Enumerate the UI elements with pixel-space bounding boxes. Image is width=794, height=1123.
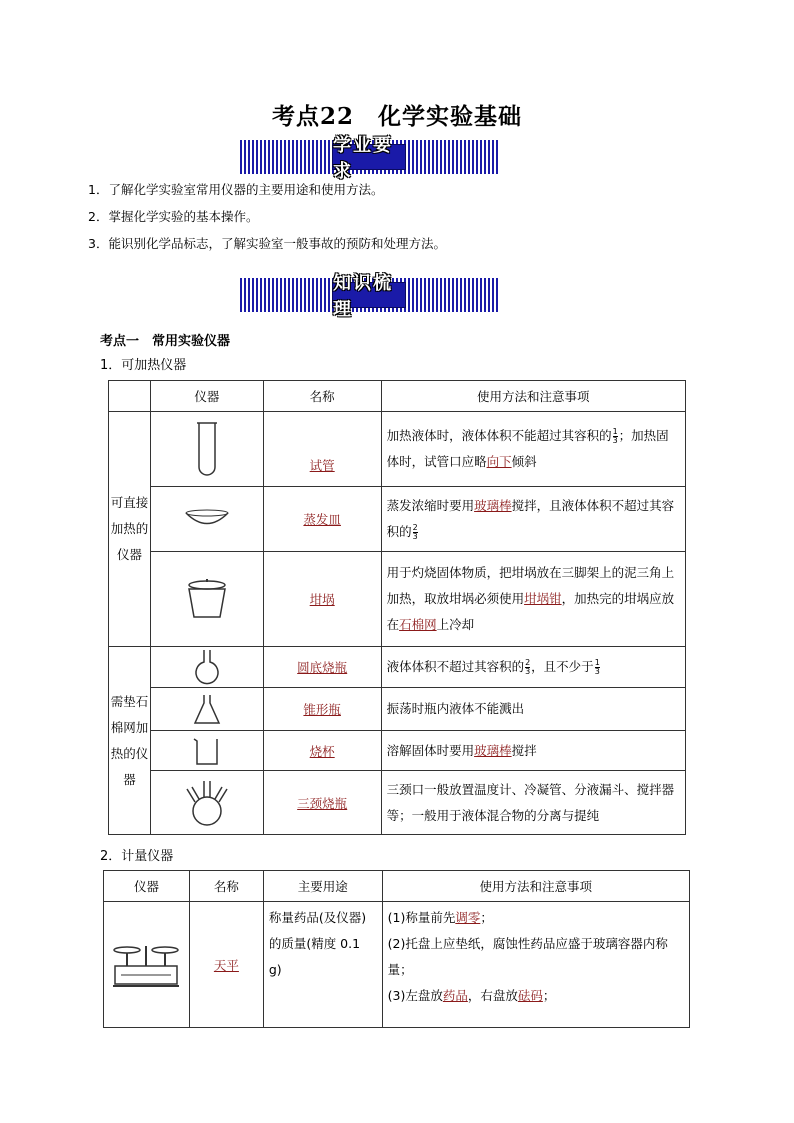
header-cell: 仪器	[104, 871, 190, 902]
table-row	[109, 487, 686, 552]
main-use: 称量药品(及仪器)的质量(精度 0.1 g)	[263, 902, 382, 1028]
usage-note: (1)称量前先调零； (2)托盘上应垫纸，腐蚀性药品应盛于玻璃容器内称量； (3)左盘放药品，右盘放砝码；	[382, 902, 689, 1028]
test-tube-image	[150, 412, 263, 487]
balance-image	[104, 902, 190, 1028]
requirement-item: 2．掌握化学实验的基本操作。	[88, 209, 259, 224]
header-cell: 使用方法和注意事项	[381, 381, 685, 412]
instrument-name: 天平	[189, 902, 263, 1028]
header-cell: 仪器	[150, 381, 263, 412]
usage-note: 三颈口一般放置温度计、冷凝管、分液漏斗、搅拌器等；一般用于液体混合物的分离与提纯	[381, 771, 685, 835]
header-cell	[109, 381, 151, 412]
table-row	[109, 552, 686, 647]
subsection-heading: 1．可加热仪器	[100, 358, 187, 373]
instrument-name: 圆底烧瓶	[263, 647, 381, 688]
header-cell: 名称	[189, 871, 263, 902]
banner-knowledge	[240, 273, 498, 320]
instrument-name: 烧杯	[263, 731, 381, 771]
section-heading: 考点一 常用实验仪器	[100, 334, 231, 349]
instrument-name: 坩埚	[263, 552, 381, 647]
usage-note: 蒸发浓缩时要用玻璃棒搅拌，且液体体积不超过其容积的 $\frac{2}{3}$	[381, 487, 685, 552]
table-row	[109, 731, 686, 771]
banner-knowledge-label: 知识梳理	[333, 273, 393, 320]
usage-note: 用于灼烧固体物质，把坩埚放在三脚架上的泥三角上加热，取放坩埚必须使用坩埚钳，加热完的坩埚应放在石棉网上冷却	[381, 552, 685, 647]
requirement-item: 3．能识别化学品标志，了解实验室一般事故的预防和处理方法。	[88, 236, 446, 251]
table-row	[109, 647, 686, 688]
header-cell: 使用方法和注意事项	[382, 871, 689, 902]
category-direct-heat: 可直接加热的仪器	[109, 412, 151, 647]
banner-requirements-label: 学业要求	[333, 135, 393, 182]
usage-note: 振荡时瓶内液体不能溅出	[381, 688, 685, 731]
header-cell: 主要用途	[263, 871, 382, 902]
table-header-row	[109, 381, 686, 412]
instrument-name: 试管	[263, 412, 381, 487]
table-row	[104, 902, 690, 1028]
table-row	[109, 688, 686, 731]
evaporating-dish-image	[150, 487, 263, 552]
category-mesh-heat: 需垫石棉网加热的仪器	[109, 647, 151, 835]
measuring-instruments-table	[103, 870, 690, 1028]
banner-requirements	[240, 135, 498, 182]
table-header-row	[104, 871, 690, 902]
table-row	[109, 412, 686, 487]
three-neck-flask-image	[150, 771, 263, 835]
instrument-name: 锥形瓶	[263, 688, 381, 731]
crucible-image	[150, 552, 263, 647]
instrument-name: 蒸发皿	[263, 487, 381, 552]
round-flask-image	[150, 647, 263, 688]
requirement-item: 1．了解化学实验室常用仪器的主要用途和使用方法。	[88, 182, 384, 197]
usage-note: 液体体积不超过其容积的 $\frac{2}{3}$ ，且不少于 $\frac{1}{3}$	[381, 647, 685, 688]
subsection-heading: 2．计量仪器	[100, 849, 174, 864]
conical-flask-image	[150, 688, 263, 731]
usage-note: 溶解固体时要用玻璃棒搅拌	[381, 731, 685, 771]
table-row	[109, 771, 686, 835]
heatable-instruments-table	[108, 380, 686, 835]
instrument-name: 三颈烧瓶	[263, 771, 381, 835]
beaker-image	[150, 731, 263, 771]
usage-note: 加热液体时，液体体积不能超过其容积的 $\frac{1}{3}$ ；加热固体时，试管口应略向下倾斜	[381, 412, 685, 487]
header-cell: 名称	[263, 381, 381, 412]
page-title: 考点22 化学实验基础	[271, 103, 522, 130]
